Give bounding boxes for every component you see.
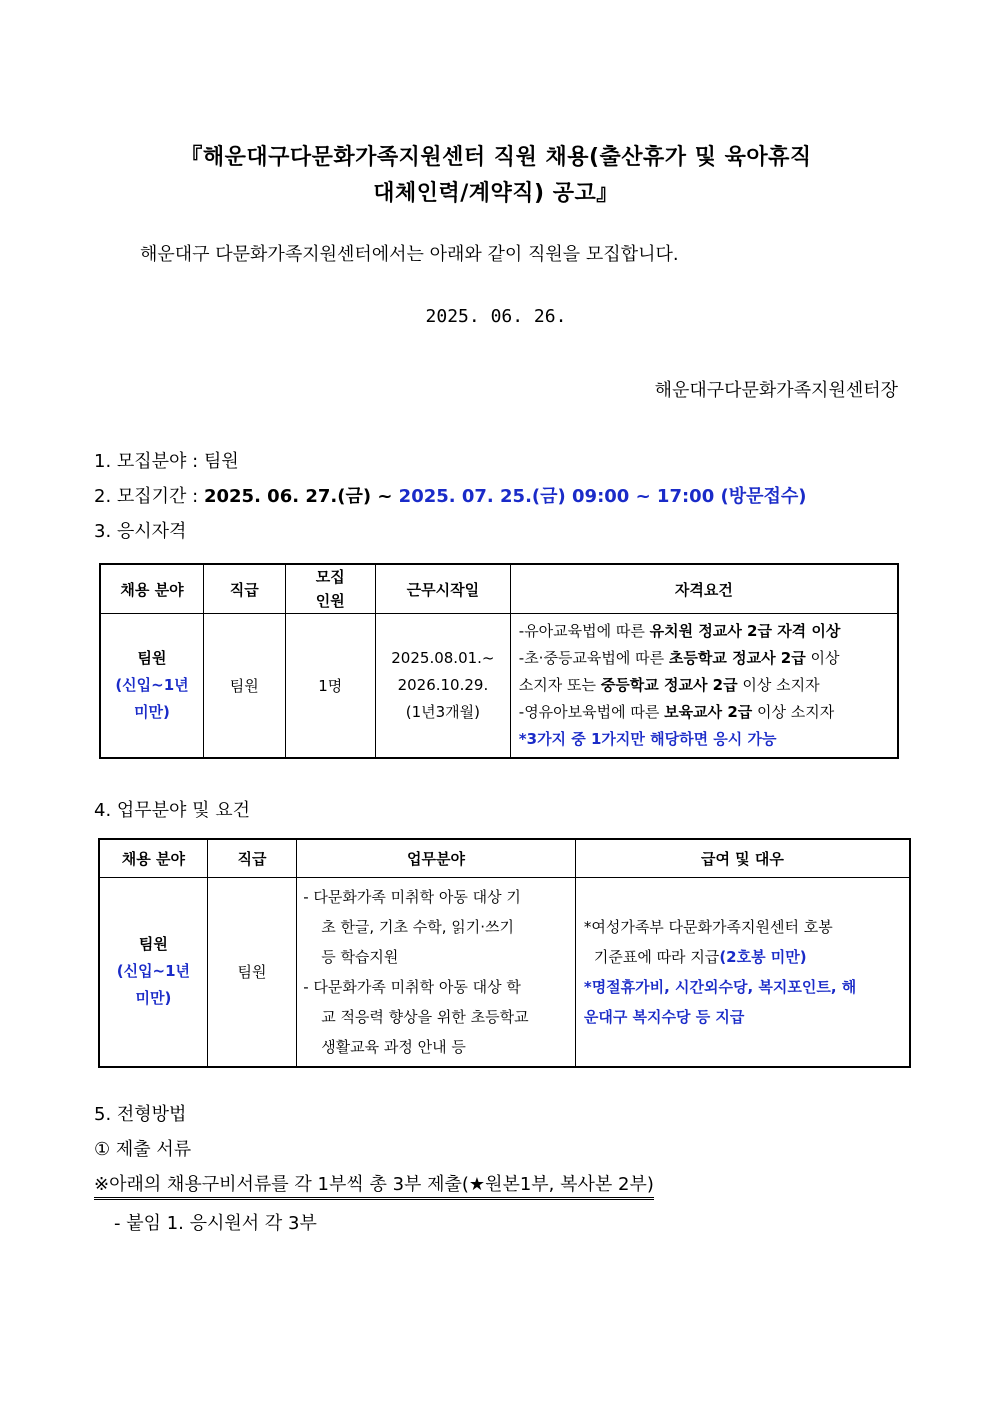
- req3-bold: 중등학교 정교사 2급: [600, 676, 738, 694]
- header-count-line1: 모집: [315, 568, 345, 586]
- pay1-line1: *여성가족부 다문화가족지원센터 호봉: [583, 917, 833, 936]
- duty2-line2: 교 적응력 향상을 위한 초등학교: [321, 1007, 529, 1026]
- field-cell: [100, 614, 203, 759]
- req4-tail: 이상 소지자: [752, 703, 835, 721]
- header-rank: 직급: [207, 839, 296, 877]
- req1-text: -유아교육법에 따른: [518, 622, 650, 640]
- period-end: 2025. 07. 25.(금) 09:00 ~ 17:00 (방문접수): [398, 486, 807, 507]
- document-title-line2: 대체인력/계약직) 공고』: [373, 181, 619, 206]
- table-header-row: [100, 564, 898, 614]
- duty2-line3: 생활교육 과정 안내 등: [321, 1037, 466, 1056]
- header-field: 채용 분야: [99, 839, 207, 877]
- req-line4: [519, 699, 889, 726]
- header-start-date: 근무시작일: [376, 564, 511, 614]
- pay1-line2: [584, 942, 901, 972]
- req1-bold: 유치원 정교사 2급 자격 이상: [649, 622, 841, 640]
- header-field: 채용 분야: [100, 564, 203, 614]
- duty1-line3: 등 학습지원: [321, 947, 399, 966]
- table-header-row: [99, 839, 910, 877]
- field-line1: 팀원: [137, 649, 167, 667]
- section-selection: 5. 전형방법: [94, 1104, 187, 1125]
- period-cell: [376, 614, 511, 759]
- field-line3: 미만): [135, 989, 172, 1007]
- header-requirements: 자격요건: [510, 564, 898, 614]
- section-recruit-field: 1. 모집분야 : 팀원: [94, 451, 239, 472]
- req-line2: [519, 645, 889, 672]
- period-start: 2025. 06. 27.(금) ~: [203, 486, 399, 507]
- req-line1: [519, 618, 889, 645]
- header-rank: 직급: [203, 564, 285, 614]
- header-duties: 업무분야: [297, 839, 576, 877]
- field-line2: (신입~1년: [116, 962, 191, 980]
- signature: 해운대구다문화가족지원센터장: [654, 380, 898, 401]
- req2-text: -초·중등교육법에 따른: [518, 649, 669, 667]
- req3-text: 소지자 또는: [518, 676, 601, 694]
- period-line3: (1년3개월): [405, 703, 481, 721]
- document-title-line1: 『해운대구다문화가족지원센터 직원 채용(출산휴가 및 육아휴직: [180, 145, 812, 170]
- req4-text: -영유아보육법에 따른: [518, 703, 665, 721]
- announcement-date: 2025. 06. 26.: [425, 306, 567, 327]
- intro-text: 해운대구 다문화가족지원센터에서는 아래와 같이 직원을 모집합니다.: [140, 244, 679, 265]
- field-line3: 미만): [134, 703, 170, 721]
- rank-cell: 팀원: [203, 614, 285, 759]
- period-prefix: 2. 모집기간 :: [94, 486, 204, 507]
- pay1-text: 기준표에 따라 지급: [593, 947, 720, 966]
- qualification-table: [99, 563, 899, 759]
- period-line1: 2025.08.01.~: [391, 649, 495, 667]
- section-duties: 4. 업무분야 및 요건: [94, 800, 251, 821]
- requirements-cell: [510, 614, 898, 759]
- documents-note: ※아래의 채용구비서류를 각 1부씩 총 3부 제출(★원본1부, 복사본 2부): [94, 1170, 654, 1200]
- duty1-line2: 초 한글, 기초 수학, 읽기·쓰기: [321, 917, 514, 936]
- documents-item: - 붙임 1. 응시원서 각 3부: [114, 1213, 317, 1234]
- req-line3: [519, 672, 889, 699]
- req-note: *3가지 중 1가지만 해당하면 응시 가능: [518, 730, 777, 748]
- header-count-line2: 인원: [315, 592, 345, 610]
- table-row: [99, 877, 910, 1067]
- duties-table: [98, 838, 911, 1068]
- period-line2: 2026.10.29.: [397, 676, 489, 694]
- pay-cell: [575, 877, 910, 1067]
- section-recruit-period: [94, 482, 807, 508]
- header-count: [285, 564, 375, 614]
- duties-cell: [297, 877, 576, 1067]
- duty1-line1: - 다문화가족 미취학 아동 대상 기: [303, 887, 521, 906]
- duty2-line1: - 다문화가족 미취학 아동 대상 학: [303, 977, 521, 996]
- req4-bold: 보육교사 2급: [664, 703, 753, 721]
- rank-cell: 팀원: [207, 877, 296, 1067]
- pay2-line2: 운대구 복지수당 등 지급: [583, 1007, 745, 1026]
- pay2-line1: *명절휴가비, 시간외수당, 복지포인트, 해: [583, 977, 857, 996]
- count-cell: 1명: [285, 614, 375, 759]
- table-row: [100, 614, 898, 759]
- field-line1: 팀원: [138, 935, 168, 953]
- field-cell: [99, 877, 207, 1067]
- req2-bold: 초등학교 정교사 2급: [668, 649, 806, 667]
- section-documents: ① 제출 서류: [94, 1139, 192, 1160]
- req2-tail: 이상: [805, 649, 840, 667]
- req3-tail: 이상 소지자: [737, 676, 820, 694]
- field-line2: (신입~1년: [115, 676, 189, 694]
- pay1-bold: (2호봉 미만): [719, 947, 807, 966]
- section-qualification: 3. 응시자격: [94, 521, 187, 542]
- header-pay: 급여 및 대우: [575, 839, 910, 877]
